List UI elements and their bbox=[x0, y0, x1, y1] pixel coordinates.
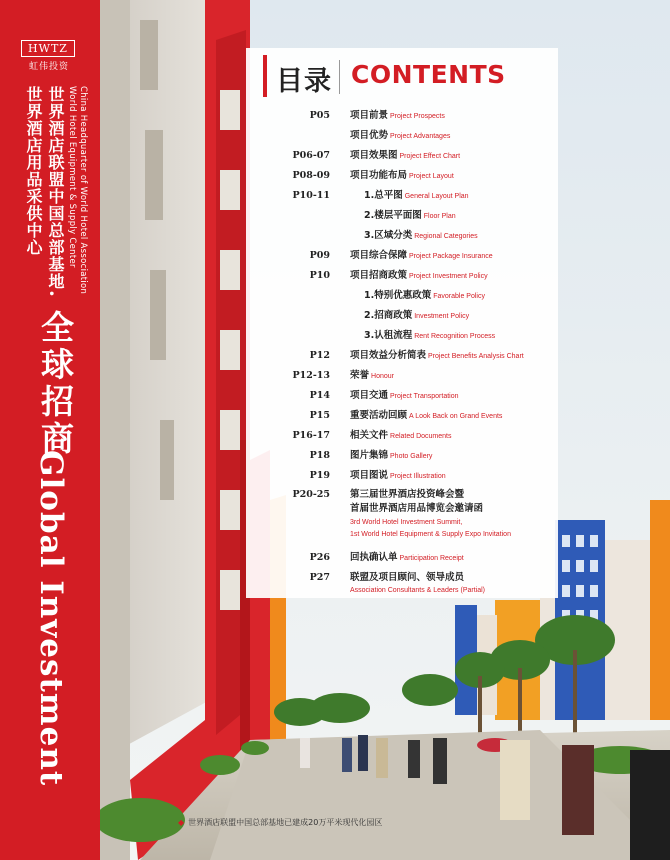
toc-entry[interactable] bbox=[350, 250, 493, 263]
toc-entry-title-cn: 3.区域分类 bbox=[364, 230, 413, 241]
toc-page-number: P06-07 bbox=[292, 150, 330, 161]
toc-entry[interactable] bbox=[350, 470, 446, 483]
sidebar-cn-line2: 世界酒店用品采供中心 bbox=[24, 86, 43, 256]
sidebar-cn-line1: 世界酒店联盟中国总部基地 bbox=[46, 86, 65, 290]
toc-entry-title-en: Photo Gallery bbox=[390, 453, 433, 460]
toc-entry-title-en: Related Documents bbox=[390, 433, 452, 440]
toc-entry[interactable] bbox=[350, 270, 488, 283]
toc-entry[interactable] bbox=[350, 410, 502, 423]
sidebar-en-line2: World Hotel Equipment & Supply Center bbox=[67, 86, 77, 268]
toc-entry[interactable] bbox=[350, 110, 445, 123]
toc-entry-receipt[interactable] bbox=[350, 552, 464, 565]
toc-entry[interactable] bbox=[364, 290, 485, 303]
toc-entry-title-cn: 荣誉 bbox=[350, 370, 370, 381]
toc-page-number: P15 bbox=[309, 410, 330, 421]
toc-entry-title-cn: 项目效果图 bbox=[350, 150, 398, 161]
toc-entry-title-en: Floor Plan bbox=[423, 213, 456, 220]
toc-entry[interactable] bbox=[350, 170, 454, 183]
photo-caption bbox=[178, 817, 382, 828]
toc-entry-title-cn: 1.总平图 bbox=[364, 190, 403, 201]
toc-entry-title-cn: 1.特别优惠政策 bbox=[364, 290, 432, 301]
toc-entry-title-cn: 项目优势 bbox=[350, 130, 389, 141]
toc-entry-title-en: Rent Recognition Process bbox=[414, 333, 496, 340]
toc-page-number: P14 bbox=[309, 390, 330, 401]
toc-entry[interactable] bbox=[364, 230, 478, 243]
toc-entry-title-en: Project Prospects bbox=[390, 113, 445, 120]
contents-title-en: CONTENTS bbox=[351, 60, 506, 89]
sidebar-global-en: Global Investment bbox=[33, 450, 69, 787]
toc-receipt-en: Participation Receipt bbox=[399, 555, 464, 562]
toc-page-number: P05 bbox=[309, 110, 330, 121]
toc-entry[interactable] bbox=[350, 130, 450, 143]
toc-entry-title-en: Project Effect Chart bbox=[399, 153, 461, 160]
sidebar-band bbox=[0, 0, 100, 860]
toc-page-number: P12-13 bbox=[292, 370, 330, 381]
toc-entry-title-en: A Look Back on Grand Events bbox=[409, 413, 503, 420]
toc-entry[interactable] bbox=[364, 210, 456, 223]
toc-page-number: P10-11 bbox=[292, 190, 330, 201]
sidebar-global-cn: 全球招商 bbox=[36, 310, 75, 458]
toc-entry-title-en: Project Advantages bbox=[390, 133, 451, 140]
toc-consultants-cn: 联盟及项目顾问、领导成员 bbox=[350, 572, 465, 583]
toc-entry-title-cn: 相关文件 bbox=[350, 430, 389, 441]
toc-entry-title-cn: 3.认租流程 bbox=[364, 330, 413, 341]
brand-logo: HWTZ bbox=[21, 40, 75, 57]
toc-entry-title-cn: 项目综合保障 bbox=[350, 250, 408, 261]
toc-entry-title-en: Project Package Insurance bbox=[409, 253, 493, 260]
contents-accent-bar bbox=[263, 55, 267, 97]
toc-entry-title-cn: 重要活动回顾 bbox=[350, 410, 408, 421]
toc-entry-consultants-en bbox=[350, 585, 485, 596]
toc-summit-cn2: 首届世界酒店用品博览会邀请函 bbox=[350, 503, 484, 514]
toc-entry-title-cn: 2.招商政策 bbox=[364, 310, 413, 321]
toc-entry[interactable] bbox=[364, 310, 469, 323]
toc-entry-title-en: Favorable Policy bbox=[433, 293, 485, 300]
toc-entry-title-en: Project Benefits Analysis Chart bbox=[428, 353, 524, 360]
toc-page-number: P19 bbox=[309, 470, 330, 481]
toc-entry-title-en: General Layout Plan bbox=[404, 193, 469, 200]
toc-entry-title-cn: 项目前景 bbox=[350, 110, 389, 121]
toc-page-number: P18 bbox=[309, 450, 330, 461]
toc-page-number: P08-09 bbox=[292, 170, 330, 181]
toc-entry[interactable] bbox=[364, 190, 469, 203]
brand-name-cn: 虹伟投资 bbox=[28, 62, 69, 72]
toc-page-number: P12 bbox=[309, 350, 330, 361]
toc-entry-title-cn: 项目功能布局 bbox=[350, 170, 408, 181]
toc-entry-title-en: Regional Categories bbox=[414, 233, 478, 240]
toc-page-number: P10 bbox=[309, 270, 330, 281]
toc-entry-title-en: Project Transportation bbox=[390, 393, 459, 400]
toc-entry-summit-2[interactable] bbox=[350, 503, 483, 515]
toc-entry-consultants[interactable] bbox=[350, 572, 464, 584]
toc-entry-title-cn: 2.楼层平面图 bbox=[364, 210, 422, 221]
toc-entry[interactable] bbox=[350, 430, 452, 443]
toc-entry-title-cn: 项目招商政策 bbox=[350, 270, 408, 281]
toc-entry-title-cn: 项目交通 bbox=[350, 390, 389, 401]
contents-title-cn: 目录 bbox=[276, 66, 332, 97]
toc-entry-title-en: Project Illustration bbox=[390, 473, 446, 480]
sidebar-en-line1: China Headquarter of World Hotel Association bbox=[78, 86, 88, 295]
toc-entry-title-en: Investment Policy bbox=[414, 313, 470, 320]
toc-entry-title-cn: 项目图说 bbox=[350, 470, 389, 481]
sidebar-dot: · bbox=[40, 290, 64, 297]
toc-summit-cn1: 第三届世界酒店投资峰会暨 bbox=[350, 489, 465, 500]
toc-page-summit: P20-25 bbox=[292, 489, 330, 500]
caption-bullet-icon: ◆ bbox=[178, 818, 185, 827]
toc-page-consultants: P27 bbox=[309, 572, 330, 583]
toc-page-receipt: P26 bbox=[309, 552, 330, 563]
toc-summit-en2: 1st World Hotel Equipment & Supply Expo Invitation bbox=[350, 531, 511, 538]
toc-page-number: P09 bbox=[309, 250, 330, 261]
toc-entry[interactable] bbox=[350, 370, 394, 383]
toc-page-number: P16-17 bbox=[292, 430, 330, 441]
toc-entry-title-cn: 项目效益分析简表 bbox=[350, 350, 427, 361]
toc-entry[interactable] bbox=[350, 450, 432, 463]
toc-consultants-en: Association Consultants & Leaders (Partial) bbox=[350, 587, 486, 594]
toc-entry-title-en: Project Layout bbox=[409, 173, 454, 180]
caption-text: 世界酒店联盟中国总部基地已建成20万平米现代化园区 bbox=[188, 818, 383, 827]
toc-entry-title-en: Honour bbox=[371, 373, 394, 380]
toc-entry-summit[interactable] bbox=[350, 489, 464, 501]
toc-receipt-cn: 回执确认单 bbox=[350, 552, 398, 563]
toc-entry[interactable] bbox=[364, 330, 495, 343]
toc-entry-summit-en2 bbox=[350, 529, 511, 540]
toc-entry[interactable] bbox=[350, 350, 524, 363]
toc-entry[interactable] bbox=[350, 150, 460, 163]
contents-title-divider bbox=[339, 60, 340, 94]
toc-entry-summit-en1 bbox=[350, 517, 462, 528]
toc-entry[interactable] bbox=[350, 390, 459, 403]
toc-entry-title-en: Project Investment Policy bbox=[409, 273, 488, 280]
toc-summit-en1: 3rd World Hotel Investment Summit, bbox=[350, 519, 463, 526]
toc-entry-title-cn: 图片集锦 bbox=[350, 450, 389, 461]
